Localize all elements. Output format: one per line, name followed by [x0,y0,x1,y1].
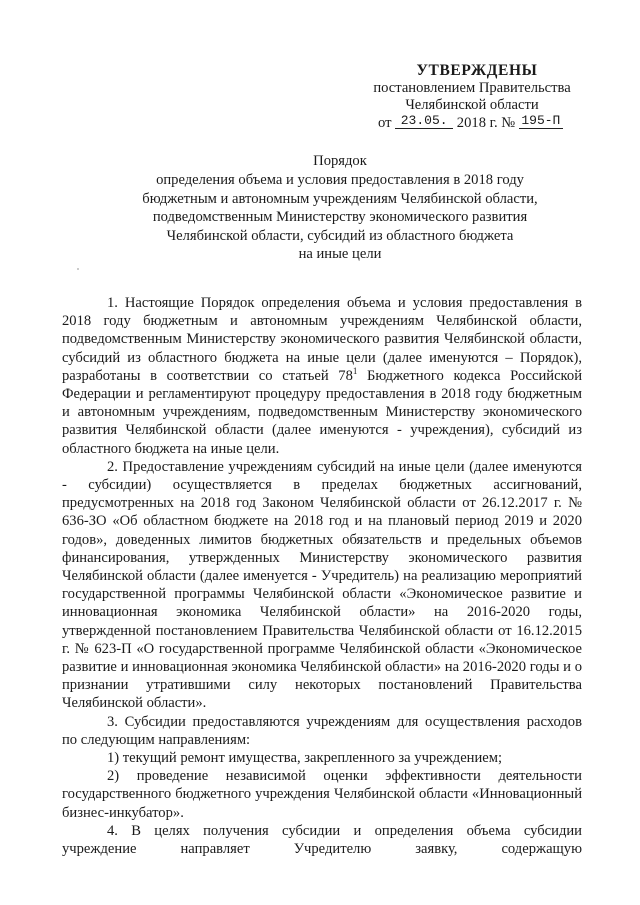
article-superscript: 1 [352,365,358,376]
paragraph-3: 3. Субсидии предоставляются учреждениям для осуществления расходов по следующим направлениям: [62,713,582,748]
paragraph-1-text-a: 1. Настоящие Порядок определения объема и условия предоставления в 2018 году бюджетным и автономным учреждениям Челябинской области, подведомственным Министерству экономического развития Челябинской области, субсидий из областного бюджета на иные цели (далее именуются – Порядок), разработаны в соответствии со статьей 78 [62,295,582,384]
heading-line: определения объема и условия предоставления в 2018 году [156,172,524,189]
paragraph-4: 4. В целях получения субсидии и определения объема субсидии учреждение направляет Учредителю заявку, содержащую [62,822,582,858]
paragraph-3-item-2: 2) проведение независимой оценки эффективности деятельности государственного бюджетного учреждения Челябинской области «Инновационный бизнес-инкубатор». [62,768,582,821]
approval-year-text: 2018 г. № [456,114,516,131]
approval-date-field: 23.05. [395,114,453,129]
document-heading [100,152,580,263]
document-body [62,294,582,858]
paragraph-1 [62,294,582,458]
paragraph-3-item-1: 1) текущий ремонт имущества, закрепленного за учреждением; [107,750,503,767]
approval-line-2: Челябинской области [405,97,539,113]
approval-block [356,62,588,132]
approval-title: УТВЕРЖДЕНЫ [416,62,538,79]
approval-number-field: 195-П [519,114,563,129]
heading-line: бюджетным и автономным учреждениям Челябинской области, [142,190,538,207]
approval-from-prefix: от [378,114,392,131]
paragraph-1-text-b: Бюджетного кодекса Российской Федерации и регламентируют процедуру предоставления в 2018 году бюджетным и автономным учреждениям, подведомственным Министерству экономического развития Челябинской области (далее именуются - учреждения), субсидий из областного бюджета на иные цели. [62,367,582,457]
approval-date-number-line [356,112,588,133]
heading-title: Порядок [313,153,367,169]
heading-line: подведомственным Министерству экономического развития [152,209,528,226]
heading-line: Челябинской области, субсидий из областного бюджета [166,227,514,244]
approval-line-1: постановлением Правительства [373,79,571,96]
scan-speck [77,268,79,270]
heading-line: на иные цели [298,246,382,263]
paragraph-2: 2. Предоставление учреждениям субсидий на иные цели (далее именуются - субсидии) осуществляется в пределах бюджетных ассигнований, предусмотренных на 2018 год Законом Челябинской области от 26.12.2017 г. № 636-ЗО «Об областном бюджете на 2018 год и на плановый период 2019 и 2020 годов», доведенных лимитов бюджетных обязательств и предельных объемов финансирования, утвержденных Министерству экономического развития Челябинской области (далее именуется - Учредитель) на реализацию мероприятий государственной программы Челябинской области «Экономическое развитие и инновационная экономика Челябинской области» на 2016-2020 годы, утвержденной постановлением Правительства Челябинской области от 16.12.2015 г. № 623-П «О государственной программе Челябинской области «Экономическое развитие и инновационная экономика Челябинской области» на 2016-2020 годы и о признании утратившими силу некоторых постановлений Правительства Челябинской области». [62,458,582,712]
